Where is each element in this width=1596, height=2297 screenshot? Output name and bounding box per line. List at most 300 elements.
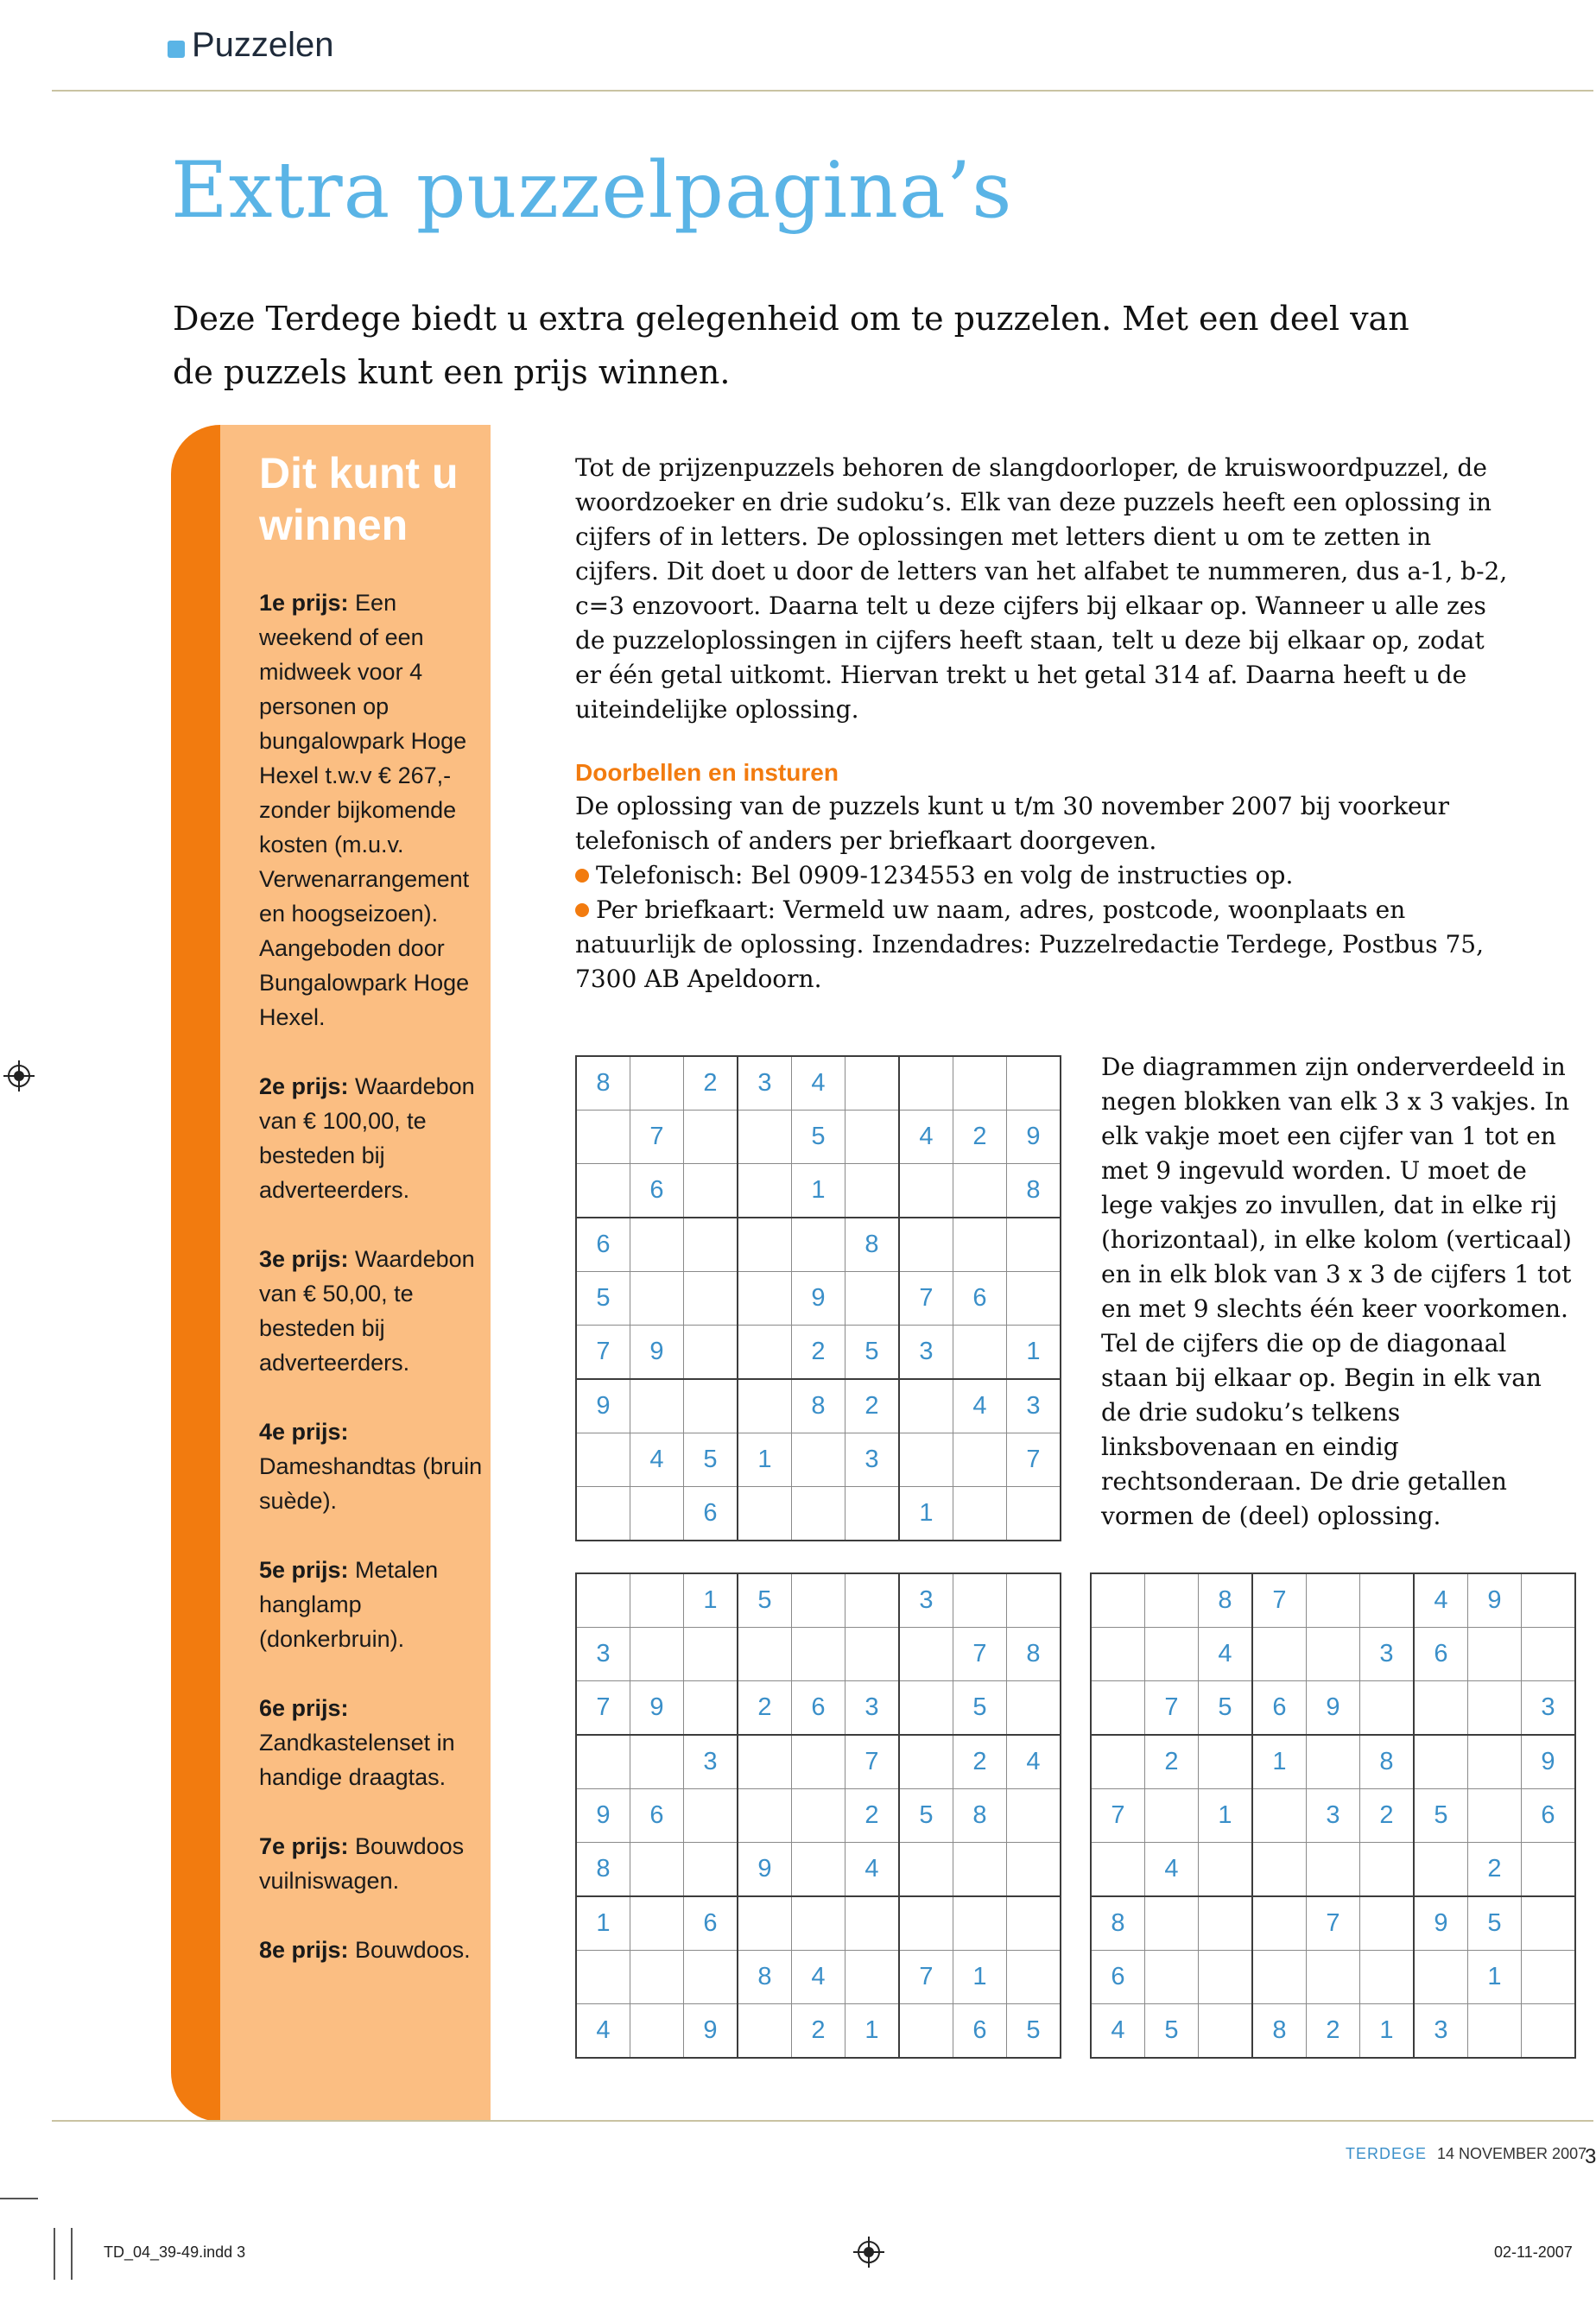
- sudoku-cell: [1007, 1487, 1061, 1541]
- sudoku-cell: [846, 1896, 900, 1951]
- sudoku-cell: [1007, 1843, 1061, 1897]
- sudoku-cell: [1007, 1681, 1061, 1736]
- sudoku-cell: 9: [576, 1379, 630, 1433]
- sudoku-cell: [899, 1681, 953, 1736]
- sudoku-cell: [1007, 1896, 1061, 1951]
- prize-text: Waardebon van € 100,00, te besteden bij adverteerders.: [259, 1073, 475, 1203]
- sudoku-cell: [1091, 1628, 1145, 1681]
- sudoku-cell: 8: [576, 1056, 630, 1111]
- registration-mark-icon: [3, 1060, 35, 1092]
- prize-text: Dameshandtas (bruin suède).: [259, 1453, 483, 1514]
- sudoku-cell: 6: [1522, 1789, 1576, 1843]
- sudoku-row: [1091, 1843, 1575, 1897]
- prize-label: 3e prijs:: [259, 1246, 349, 1272]
- prize-label: 8e prijs:: [259, 1937, 349, 1963]
- sudoku-cell: [1360, 1681, 1415, 1736]
- sudoku-cell: [1199, 1951, 1253, 2004]
- sudoku-cell: 7: [576, 1681, 630, 1736]
- sudoku-row: [576, 1951, 1061, 2004]
- prize-label: 1e prijs:: [259, 590, 349, 616]
- sudoku-cell: [1307, 1628, 1360, 1681]
- sudoku-cell: [1091, 1681, 1145, 1736]
- sudoku-cell: 1: [1252, 1735, 1307, 1789]
- sudoku-row: [1091, 2004, 1575, 2059]
- sudoku-cell: [1145, 1573, 1199, 1628]
- sudoku-row: [576, 1218, 1061, 1272]
- sudoku-cell: [953, 1218, 1007, 1272]
- sudoku-cell: [738, 1218, 792, 1272]
- sudoku-cell: 3: [899, 1326, 953, 1380]
- sudoku-cell: 1: [684, 1573, 738, 1628]
- sudoku-cell: [1360, 1573, 1415, 1628]
- sudoku-cell: [846, 1573, 900, 1628]
- sudoku-cell: [1414, 1735, 1468, 1789]
- sudoku-cell: [1468, 1789, 1522, 1843]
- sudoku-cell: 6: [792, 1681, 846, 1736]
- sudoku-cell: [1007, 1573, 1061, 1628]
- sudoku-cell: 6: [576, 1218, 630, 1272]
- sudoku-cell: [1145, 1951, 1199, 2004]
- sudoku-cell: 4: [792, 1951, 846, 2004]
- section-marker-icon: [168, 41, 185, 58]
- sudoku-row: [576, 1433, 1061, 1487]
- prize-text: Metalen hanglamp (donkerbruin).: [259, 1557, 439, 1652]
- sudoku-row: [576, 1843, 1061, 1897]
- sudoku-cell: 1: [792, 1164, 846, 1218]
- sudoku-cell: 1: [1199, 1789, 1253, 1843]
- sudoku-cell: [1252, 1896, 1307, 1951]
- sudoku-cell: 8: [953, 1789, 1007, 1843]
- sudoku-cell: [684, 1111, 738, 1164]
- sudoku-cell: 8: [792, 1379, 846, 1433]
- sudoku-cell: [1307, 1573, 1360, 1628]
- sudoku-cell: [953, 1573, 1007, 1628]
- sudoku-cell: [738, 2004, 792, 2059]
- sudoku-cell: [1252, 1628, 1307, 1681]
- sudoku-row: [576, 1628, 1061, 1681]
- sudoku-cell: 5: [953, 1681, 1007, 1736]
- crop-mark: [71, 2228, 73, 2280]
- prize-text: Zandkastelenset in handige draagtas.: [259, 1730, 455, 1790]
- sudoku-cell: 1: [576, 1896, 630, 1951]
- sudoku-grid-1: [575, 1055, 1061, 1541]
- sudoku-cell: [846, 1951, 900, 2004]
- sudoku-row: [1091, 1681, 1575, 1736]
- sudoku-cell: 2: [1307, 2004, 1360, 2059]
- prize-text: Bouwdoos.: [348, 1937, 471, 1963]
- sudoku-cell: [792, 1735, 846, 1789]
- prize-item: [259, 1829, 484, 1898]
- sudoku-cell: 7: [899, 1272, 953, 1326]
- sudoku-cell: [1522, 2004, 1576, 2059]
- footer-brand: TERDEGE: [1346, 2145, 1428, 2162]
- sudoku-cell: 7: [1007, 1433, 1061, 1487]
- sudoku-cell: 1: [738, 1433, 792, 1487]
- prize-label: 2e prijs:: [259, 1073, 349, 1099]
- sudoku-cell: 3: [899, 1573, 953, 1628]
- sudoku-cell: 4: [792, 1056, 846, 1111]
- bullet-icon: [575, 869, 589, 883]
- sudoku-cell: [1414, 1951, 1468, 2004]
- sudoku-cell: [684, 1164, 738, 1218]
- sudoku-cell: 9: [1007, 1111, 1061, 1164]
- sudoku-cell: 2: [846, 1789, 900, 1843]
- sudoku-cell: 8: [1007, 1164, 1061, 1218]
- sudoku-cell: [899, 1164, 953, 1218]
- registration-mark-icon: [853, 2237, 884, 2268]
- sudoku-cell: [899, 1628, 953, 1681]
- sudoku-cell: 7: [953, 1628, 1007, 1681]
- sudoku-cell: [630, 1379, 684, 1433]
- sudoku-cell: [684, 1681, 738, 1736]
- sudoku-cell: [684, 1379, 738, 1433]
- sudoku-cell: [684, 1843, 738, 1897]
- sudoku-cell: 7: [846, 1735, 900, 1789]
- sudoku-row: [1091, 1735, 1575, 1789]
- sudoku-cell: 8: [738, 1951, 792, 2004]
- sudoku-cell: 3: [1360, 1628, 1415, 1681]
- sudoku-cell: [576, 1735, 630, 1789]
- sudoku-cell: [953, 1056, 1007, 1111]
- sudoku-cell: 4: [1007, 1735, 1061, 1789]
- prize-list: [259, 440, 484, 2002]
- sudoku-cell: 3: [1414, 2004, 1468, 2059]
- sudoku-cell: [1199, 1896, 1253, 1951]
- prize-text: Waardebon van € 50,00, te besteden bij adverteerders.: [259, 1246, 475, 1376]
- sudoku-cell: [630, 1951, 684, 2004]
- sudoku-cell: 9: [1522, 1735, 1576, 1789]
- sudoku-cell: [630, 2004, 684, 2059]
- sudoku-cell: 3: [1307, 1789, 1360, 1843]
- sudoku-cell: 5: [1199, 1681, 1253, 1736]
- page-title: Extra puzzelpagina’s: [171, 145, 1013, 236]
- sudoku-cell: 1: [899, 1487, 953, 1541]
- sudoku-cell: 4: [1091, 2004, 1145, 2059]
- bullet-post-text: Per briefkaart: Vermeld uw naam, adres, postcode, woonplaats en natuurlijk de oplossing. Inzendadres: Puzzelredactie Terdege, Postbus 75, 7300 AB Apeldoorn.: [575, 895, 1484, 993]
- sudoku-instructions: [1101, 1050, 1572, 1534]
- sudoku-cell: [738, 1164, 792, 1218]
- sudoku-cell: 2: [792, 1326, 846, 1380]
- sudoku-cell: [1252, 1951, 1307, 2004]
- sudoku-cell: [630, 1272, 684, 1326]
- sudoku-cell: [1468, 1735, 1522, 1789]
- sudoku-cell: [1360, 1896, 1415, 1951]
- sudoku-cell: [684, 1951, 738, 2004]
- sudoku-cell: 9: [1468, 1573, 1522, 1628]
- prize-item: [259, 1553, 484, 1656]
- sudoku-cell: 5: [792, 1111, 846, 1164]
- sudoku-cell: [1307, 1843, 1360, 1897]
- sudoku-cell: 2: [953, 1735, 1007, 1789]
- sudoku-cell: [738, 1326, 792, 1380]
- sudoku-cell: 2: [846, 1379, 900, 1433]
- sudoku-cell: [1522, 1951, 1576, 2004]
- sudoku-cell: 5: [1145, 2004, 1199, 2059]
- sudoku-cell: [1522, 1896, 1576, 1951]
- sudoku-cell: [899, 1843, 953, 1897]
- sudoku-grid-2: [575, 1572, 1061, 2059]
- sudoku-cell: 5: [846, 1326, 900, 1380]
- sudoku-cell: [1199, 1735, 1253, 1789]
- sudoku-cell: [953, 1843, 1007, 1897]
- sudoku-cell: [630, 1735, 684, 1789]
- sudoku-cell: 3: [738, 1056, 792, 1111]
- sudoku-cell: [684, 1218, 738, 1272]
- sudoku-cell: 1: [846, 2004, 900, 2059]
- prize-label: 7e prijs:: [259, 1833, 349, 1859]
- sudoku-row: [576, 1056, 1061, 1111]
- sudoku-cell: [953, 1433, 1007, 1487]
- intro-text: Deze Terdege biedt u extra gelegenheid om te puzzelen. Met een deel van de puzzels kunt een prijs winnen.: [173, 300, 1409, 391]
- sudoku-cell: 3: [1522, 1681, 1576, 1736]
- sudoku-cell: [1414, 1843, 1468, 1897]
- sudoku-cell: [1091, 1573, 1145, 1628]
- sudoku-cell: [1522, 1628, 1576, 1681]
- sudoku-cell: [899, 1379, 953, 1433]
- sudoku-cell: [684, 1628, 738, 1681]
- sudoku-cell: [1091, 1843, 1145, 1897]
- sudoku-cell: 8: [1199, 1573, 1253, 1628]
- sudoku-cell: 2: [1360, 1789, 1415, 1843]
- sudoku-cell: [953, 1164, 1007, 1218]
- instructions-paragraph: De diagrammen zijn onderverdeeld in negen blokken van elk 3 x 3 vakjes. In elk vakje moet een cijfer van 1 tot en met 9 ingevuld worden. U moet de lege vakjes zo invullen, dat in elke rij (horizontaal), in elke kolom (verticaal) en in elk blok van 3 x 3 de cijfers 1 tot en met 9 slechts één keer voorkomen.: [1101, 1053, 1572, 1323]
- sudoku-cell: 9: [576, 1789, 630, 1843]
- sudoku-cell: [792, 1218, 846, 1272]
- prize-item: [259, 1242, 484, 1380]
- sudoku-cell: 4: [1145, 1843, 1199, 1897]
- prize-item: [259, 1414, 484, 1518]
- sudoku-cell: 7: [1091, 1789, 1145, 1843]
- sudoku-cell: 6: [1414, 1628, 1468, 1681]
- sudoku-cell: [1307, 1951, 1360, 2004]
- footer-info: [1346, 2145, 1586, 2163]
- sudoku-cell: [953, 1896, 1007, 1951]
- sudoku-cell: [1007, 1218, 1061, 1272]
- sudoku-cell: 9: [630, 1326, 684, 1380]
- sudoku-cell: [792, 1433, 846, 1487]
- sudoku-row: [576, 1573, 1061, 1628]
- sudoku-cell: [1360, 1951, 1415, 2004]
- print-slug-date: 02-11-2007: [1494, 2243, 1573, 2261]
- sudoku-cell: 6: [953, 2004, 1007, 2059]
- bullet-phone: [575, 858, 1512, 893]
- sudoku-row: [576, 1681, 1061, 1736]
- sudoku-cell: 5: [1468, 1896, 1522, 1951]
- bullet-icon: [575, 903, 589, 917]
- sudoku-cell: [684, 1272, 738, 1326]
- sudoku-cell: [846, 1487, 900, 1541]
- sudoku-row: [576, 2004, 1061, 2059]
- sudoku-cell: [1007, 1951, 1061, 2004]
- sudoku-cell: 5: [576, 1272, 630, 1326]
- rules-paragraph: Tot de prijzenpuzzels behoren de slangdoorloper, de kruiswoordpuzzel, de woordzoeker en drie sudoku’s. Elk van deze puzzels heeft een oplossing in cijfers of in letters. De oplossingen met letters dient u om te zetten in cijfers. Dit doet u door de letters van het alfabet te nummeren, dus a-1, b-2, c=3 enzovoort. Daarna telt u deze cijfers bij elkaar op. Wanneer u alle zes de puzzeloplossingen in cijfers heeft staan, telt u deze bij elkaar op, zodat er één getal uitkomt. Hiervan trekt u het getal 314 af. Daarna heeft u de uiteindelijke oplossing.: [575, 453, 1508, 724]
- sudoku-cell: [738, 1379, 792, 1433]
- sudoku-cell: 1: [953, 1951, 1007, 2004]
- sudoku-cell: [953, 1326, 1007, 1380]
- prize-item: [259, 1691, 484, 1794]
- sudoku-cell: [1007, 1789, 1061, 1843]
- sudoku-cell: [1468, 1628, 1522, 1681]
- sudoku-cell: [846, 1164, 900, 1218]
- sudoku-row: [1091, 1628, 1575, 1681]
- sudoku-cell: [630, 1218, 684, 1272]
- sudoku-cell: 7: [576, 1326, 630, 1380]
- page-number: 3: [1585, 2145, 1596, 2168]
- sudoku-cell: [1199, 2004, 1253, 2059]
- sudoku-cell: 7: [1252, 1573, 1307, 1628]
- sudoku-cell: [684, 1326, 738, 1380]
- sudoku-cell: 9: [684, 2004, 738, 2059]
- crop-mark: [54, 2228, 55, 2280]
- sudoku-cell: 5: [738, 1573, 792, 1628]
- sudoku-cell: 9: [1307, 1681, 1360, 1736]
- sudoku-cell: [1468, 1681, 1522, 1736]
- sudoku-cell: 4: [953, 1379, 1007, 1433]
- sudoku-cell: [1252, 1843, 1307, 1897]
- sudoku-cell: [1145, 1896, 1199, 1951]
- sudoku-cell: [1007, 1056, 1061, 1111]
- sudoku-row: [576, 1326, 1061, 1380]
- sudoku-row: [576, 1789, 1061, 1843]
- sudoku-cell: [792, 1896, 846, 1951]
- sudoku-cell: [576, 1433, 630, 1487]
- sudoku-cell: [846, 1056, 900, 1111]
- footer-date: 14 NOVEMBER 2007: [1437, 2145, 1587, 2162]
- sudoku-cell: 7: [1145, 1681, 1199, 1736]
- sudoku-cell: [1360, 1843, 1415, 1897]
- sudoku-cell: [899, 2004, 953, 2059]
- sudoku-cell: [1145, 1789, 1199, 1843]
- sudoku-cell: [899, 1735, 953, 1789]
- sudoku-cell: [1522, 1843, 1576, 1897]
- sudoku-cell: [1199, 1843, 1253, 1897]
- sudoku-cell: [576, 1951, 630, 2004]
- sudoku-cell: [1145, 1628, 1199, 1681]
- sudoku-cell: 6: [684, 1896, 738, 1951]
- sudoku-cell: 9: [792, 1272, 846, 1326]
- sudoku-cell: 8: [576, 1843, 630, 1897]
- sudoku-cell: 6: [684, 1487, 738, 1541]
- sudoku-cell: 2: [684, 1056, 738, 1111]
- sudoku-cell: [630, 1896, 684, 1951]
- sudoku-cell: 4: [630, 1433, 684, 1487]
- sudoku-cell: [738, 1735, 792, 1789]
- sudoku-cell: 3: [684, 1735, 738, 1789]
- prize-label: 6e prijs:: [259, 1695, 349, 1721]
- sudoku-row: [1091, 1951, 1575, 2004]
- sudoku-cell: [1091, 1735, 1145, 1789]
- sudoku-cell: 9: [630, 1681, 684, 1736]
- sudoku-cell: 4: [899, 1111, 953, 1164]
- sudoku-cell: 4: [1414, 1573, 1468, 1628]
- bullet-post: [575, 893, 1512, 997]
- sudoku-cell: 3: [846, 1433, 900, 1487]
- prize-text: Een weekend of een midweek voor 4 personen op bungalowpark Hoge Hexel t.w.v € 267,- zonder bijkomende kosten (m.u.v. Verwenarrangement en hoogseizoen). Aangeboden door Bungalowpark Hoge Hexel.: [259, 590, 470, 1030]
- sudoku-row: [576, 1272, 1061, 1326]
- sudoku-row: [1091, 1573, 1575, 1628]
- sudoku-cell: [738, 1487, 792, 1541]
- sudoku-cell: [792, 1487, 846, 1541]
- sudoku-cell: [576, 1573, 630, 1628]
- sudoku-row: [1091, 1896, 1575, 1951]
- sudoku-row: [576, 1379, 1061, 1433]
- sudoku-cell: 8: [1360, 1735, 1415, 1789]
- sudoku-cell: 5: [899, 1789, 953, 1843]
- sudoku-cell: [738, 1896, 792, 1951]
- sidebar-accent-bar: [171, 425, 220, 2122]
- sudoku-row: [1091, 1789, 1575, 1843]
- sudoku-row: [576, 1896, 1061, 1951]
- crop-mark: [0, 2198, 38, 2199]
- sudoku-cell: 4: [1199, 1628, 1253, 1681]
- sudoku-cell: [1522, 1573, 1576, 1628]
- sudoku-cell: [1252, 1789, 1307, 1843]
- sudoku-cell: 8: [846, 1218, 900, 1272]
- sudoku-cell: 4: [576, 2004, 630, 2059]
- sudoku-cell: [738, 1628, 792, 1681]
- sudoku-cell: [792, 1789, 846, 1843]
- sudoku-cell: [792, 1573, 846, 1628]
- sudoku-cell: 2: [738, 1681, 792, 1736]
- sudoku-cell: 1: [1360, 2004, 1415, 2059]
- sudoku-cell: [899, 1433, 953, 1487]
- sudoku-cell: 6: [1091, 1951, 1145, 2004]
- sudoku-cell: 7: [1307, 1896, 1360, 1951]
- sudoku-cell: [630, 1573, 684, 1628]
- sudoku-cell: [1468, 2004, 1522, 2059]
- prize-item: [259, 1933, 484, 1967]
- sudoku-cell: [846, 1628, 900, 1681]
- prize-text: Bouwdoos vuilniswagen.: [259, 1833, 465, 1894]
- sudoku-cell: 8: [1252, 2004, 1307, 2059]
- sudoku-row: [576, 1487, 1061, 1541]
- bottom-divider: [52, 2120, 1593, 2122]
- bullet-phone-text: Telefonisch: Bel 0909-1234553 en volg de instructies op.: [596, 861, 1294, 889]
- sudoku-cell: 4: [846, 1843, 900, 1897]
- sudoku-cell: [738, 1789, 792, 1843]
- sudoku-cell: 8: [1091, 1896, 1145, 1951]
- sudoku-cell: [576, 1487, 630, 1541]
- sudoku-cell: [1414, 1681, 1468, 1736]
- sudoku-cell: [738, 1111, 792, 1164]
- sudoku-cell: [1307, 1735, 1360, 1789]
- instructions-paragraph: Tel de cijfers die op de diagonaal staan bij elkaar op. Begin in elk van de drie sudoku’s telkens linksbovenaan en eindig rechtsonderaan. De drie getallen vormen de (deel) oplossing.: [1101, 1329, 1542, 1530]
- section-label: Puzzelen: [192, 26, 334, 64]
- prize-item: [259, 585, 484, 1035]
- sudoku-cell: 7: [899, 1951, 953, 2004]
- sudoku-cell: 8: [1007, 1628, 1061, 1681]
- sudoku-cell: [684, 1789, 738, 1843]
- sudoku-cell: 3: [1007, 1379, 1061, 1433]
- sudoku-row: [576, 1111, 1061, 1164]
- sudoku-cell: [899, 1896, 953, 1951]
- sudoku-cell: 6: [1252, 1681, 1307, 1736]
- sudoku-cell: [576, 1111, 630, 1164]
- contact-heading: Doorbellen en insturen: [575, 759, 839, 786]
- sudoku-cell: [1007, 1272, 1061, 1326]
- sudoku-cell: 3: [576, 1628, 630, 1681]
- sudoku-cell: [899, 1056, 953, 1111]
- prize-label: 5e prijs:: [259, 1557, 349, 1583]
- prize-label: 4e prijs:: [259, 1419, 349, 1445]
- sudoku-cell: 6: [630, 1789, 684, 1843]
- print-slug-file: TD_04_39-49.indd 3: [104, 2243, 246, 2261]
- sudoku-cell: [792, 1628, 846, 1681]
- sudoku-cell: 7: [630, 1111, 684, 1164]
- sidebar-heading: Dit kunt u winnen: [259, 449, 459, 549]
- sudoku-cell: [576, 1164, 630, 1218]
- sudoku-cell: 1: [1007, 1326, 1061, 1380]
